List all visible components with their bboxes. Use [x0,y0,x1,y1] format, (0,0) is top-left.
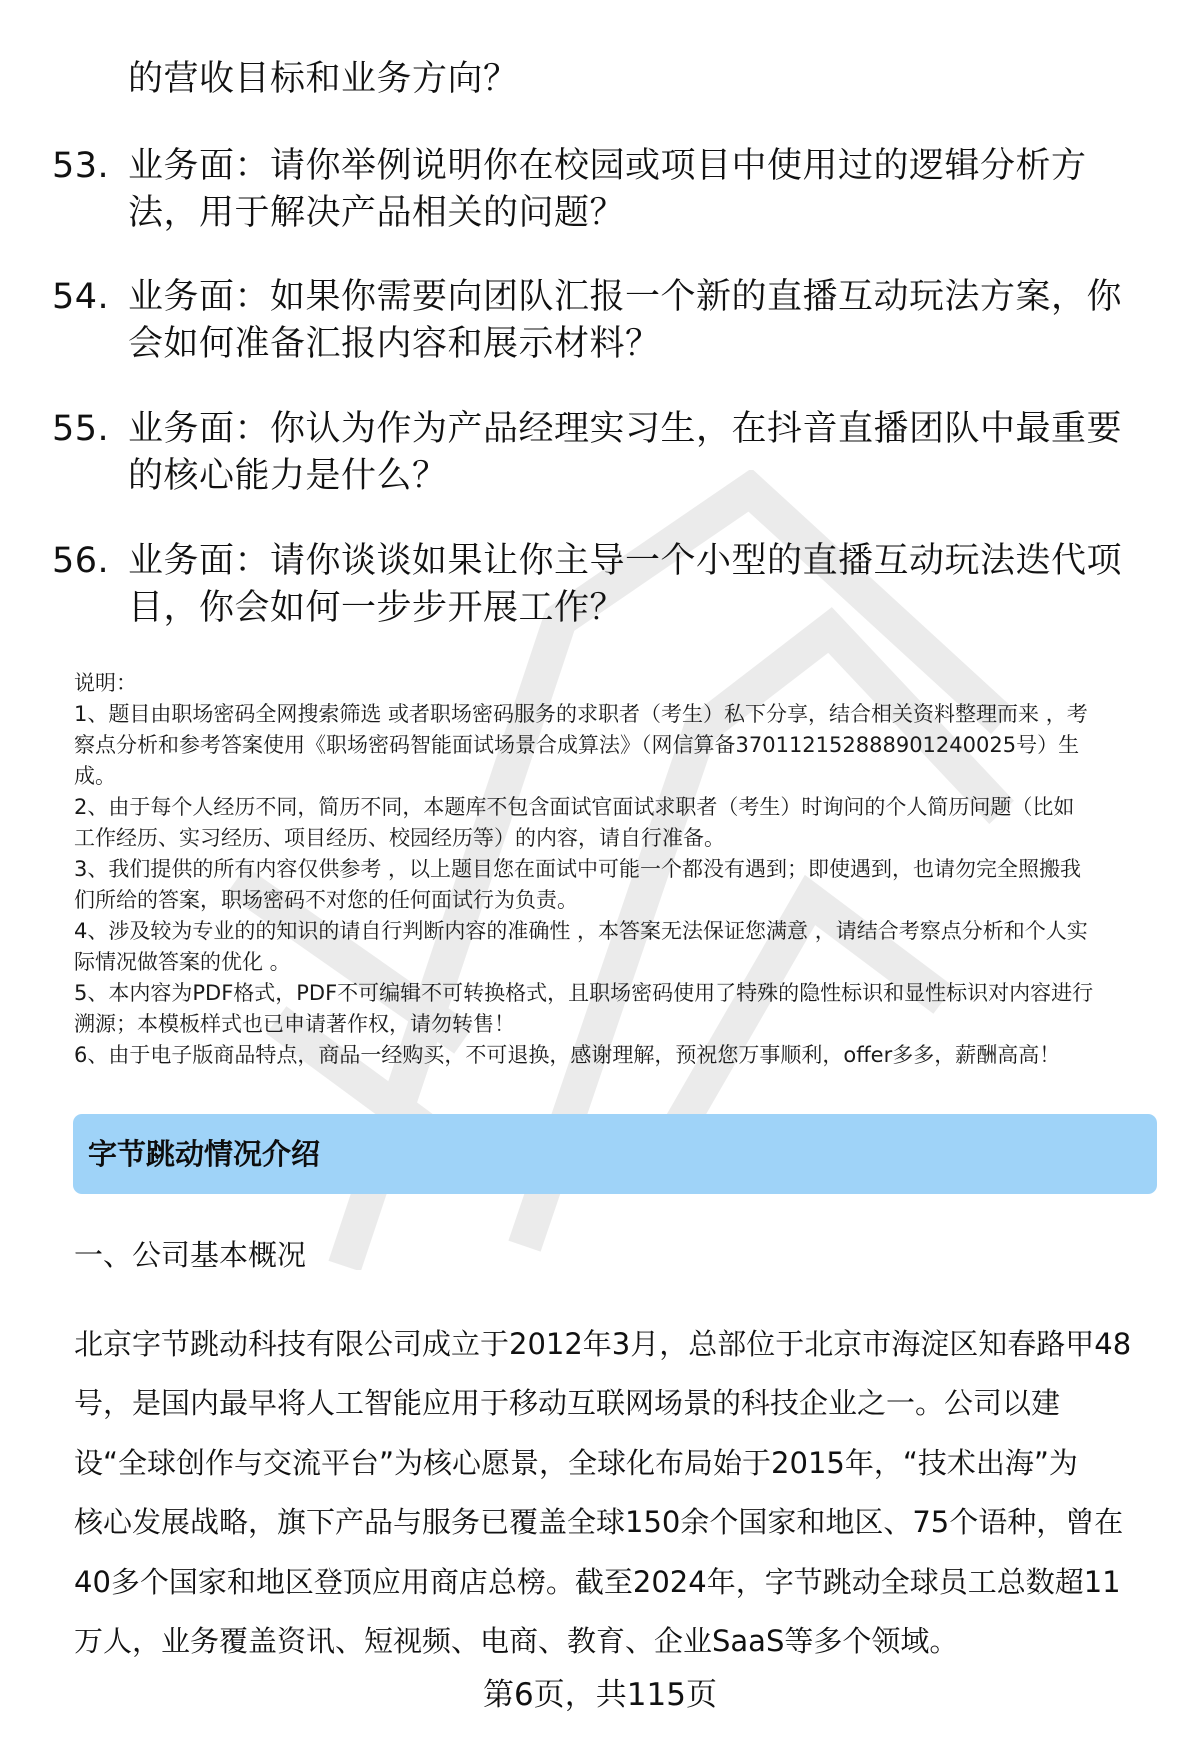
page-indicator: 第6页，共115页 [483,1677,717,1713]
paragraph-line: 北京字节跳动科技有限公司成立于2012年3月，总部位于北京市海淀区知春路甲48 [74,1327,1132,1361]
question-text: 法，用于解决产品相关的问题？ [128,193,626,233]
question-text: 业务面：请你举例说明你在校园或项目中使用过的逻辑分析方 [128,146,1087,186]
paragraph-line: 万人，业务覆盖资讯、短视频、电商、教育、企业SaaS等多个领域。 [74,1623,959,1658]
notes-line: 2、由于每个人经历不同，简历不同，本题库不包含面试官面试求职者（考生）时询问的个人简历问题（比如 [74,795,1075,819]
question-text: 业务面：请你谈谈如果让你主导一个小型的直播互动玩法迭代项 [128,541,1123,581]
question-number: 54. [52,277,110,317]
notes-line: 溯源；本模板样式也已申请著作权，请勿转售！ [74,1012,515,1036]
question-text: 的核心能力是什么？ [128,456,448,496]
notes-title: 说明： [74,671,137,695]
question-text: 的营收目标和业务方向？ [128,59,519,99]
paragraph-line: 设“全球创作与交流平台”为核心愿景，全球化布局始于2015年，“技术出海”为 [74,1445,1078,1480]
notes-line: 察点分析和参考答案使用《职场密码智能面试场景合成算法》（网信算备370112152888901240025号）生 [74,733,1080,757]
question-text: 目，你会如何一步步开展工作？ [128,588,626,628]
notes-line: 成。 [74,764,116,788]
notes-line: 5、本内容为PDF格式，PDF不可编辑不可转换格式，且职场密码使用了特殊的隐性标识和显性标识对内容进行 [74,981,1094,1005]
notes-line: 1、题目由职场密码全网搜索筛选 或者职场密码服务的求职者（考生）私下分享，结合相关资料整理而来 ，考 [74,702,1088,726]
notes-line: 4、涉及较为专业的的知识的请自行判断内容的准确性 ，本答案无法保证您满意 ，请结合考察点分析和个人实 [74,919,1088,943]
paragraph-line: 核心发展战略，旗下产品与服务已覆盖全球150余个国家和地区、75个语种，曾在 [74,1505,1124,1540]
paragraph-line: 号，是国内最早将人工智能应用于移动互联网场景的科技企业之一。公司以建 [74,1386,1061,1421]
notes-line: 6、由于电子版商品特点，商品一经购买，不可退换，感谢理解，预祝您万事顺利，offer多多，薪酬高高！ [74,1043,1061,1067]
question-number: 55. [52,409,110,449]
question-text: 会如何准备汇报内容和展示材料？ [128,324,661,364]
notes-line: 们所给的答案，职场密码不对您的任何面试行为负责。 [74,888,578,912]
question-number: 53. [52,146,110,186]
notes-line: 工作经历、实习经历、项目经历、校园经历等）的内容，请自行准备。 [74,826,725,850]
company-overview-paragraph [74,1318,1164,1674]
notes-line: 3、我们提供的所有内容仅供参考 ，以上题目您在面试中可能一个都没有遇到；即使遇到，也请勿完全照搬我 [74,857,1082,881]
section-banner [73,1114,1157,1194]
section-subheading: 一、公司基本概况 [74,1238,307,1272]
question-text: 业务面：如果你需要向团队汇报一个新的直播互动玩法方案，你 [128,277,1123,317]
section-title: 字节跳动情况介绍 [88,1137,321,1171]
notes-line: 际情况做答案的优化 。 [74,950,291,974]
question-number: 56. [52,541,110,581]
question-text: 业务面：你认为作为产品经理实习生，在抖音直播团队中最重要 [128,409,1123,449]
paragraph-line: 40多个国家和地区登顶应用商店总榜。截至2024年，字节跳动全球员工总数超11 [74,1564,1121,1599]
disclaimer-notes [74,668,1164,1071]
